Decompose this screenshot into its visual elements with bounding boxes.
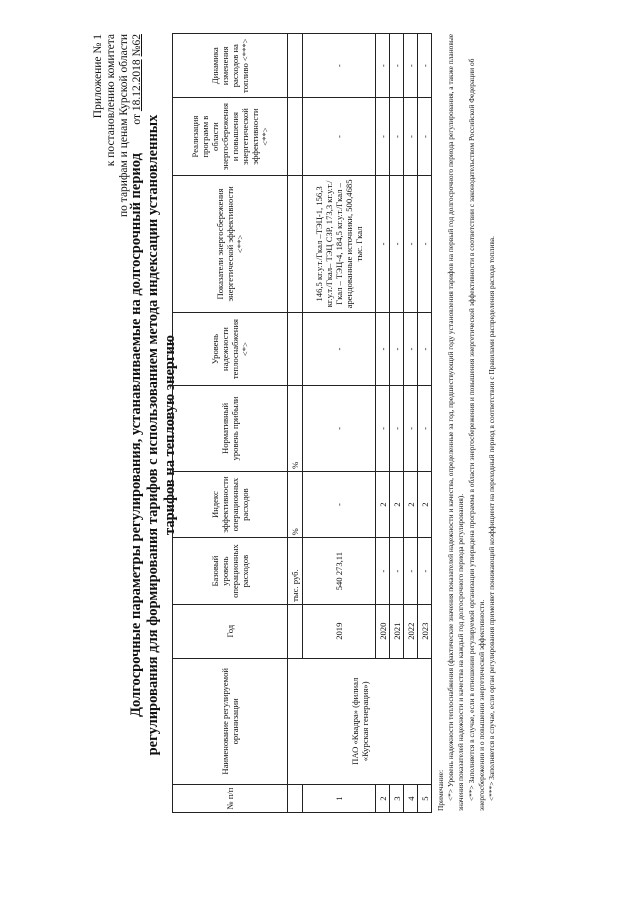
- decree-number: №62: [131, 34, 143, 57]
- header-cell: Показатели энергосбережения энергетической эффективности <**>: [173, 175, 288, 312]
- header-cell: Наименование регулируемой организации: [173, 658, 288, 785]
- row-number: 1: [303, 785, 376, 813]
- header-cell: Год: [173, 604, 288, 658]
- notes-block: [436, 11, 497, 811]
- year-cell: 2021: [390, 604, 404, 658]
- program-cell: -: [404, 98, 418, 175]
- row-number: 4: [404, 785, 418, 813]
- header-cell: Индекс эффективности операционных расходов: [173, 471, 288, 538]
- year-cell: 2020: [376, 604, 390, 658]
- reliability-cell: -: [303, 313, 376, 386]
- year-cell: 2019: [303, 604, 376, 658]
- date-prefix: от: [131, 113, 143, 125]
- header-line-2: по тарифам и ценам Курской области: [118, 34, 130, 217]
- header-cell: № п/п: [173, 785, 288, 813]
- energy-cell: -: [376, 175, 390, 312]
- program-cell: -: [376, 98, 390, 175]
- program-cell: -: [390, 98, 404, 175]
- unit-cell: [288, 175, 303, 312]
- reliability-cell: -: [376, 313, 390, 386]
- profit-cell: -: [303, 386, 376, 472]
- annex-label: Приложение № 1: [92, 34, 104, 119]
- program-cell: -: [418, 98, 432, 175]
- fuel-cell: -: [404, 34, 418, 98]
- unit-cell: тыс. руб.: [288, 538, 303, 605]
- notes-label: Примечание:: [436, 769, 445, 811]
- profit-cell: -: [404, 386, 418, 472]
- base-cell: -: [376, 538, 390, 605]
- profit-cell: -: [418, 386, 432, 472]
- year-cell: 2022: [404, 604, 418, 658]
- reliability-cell: -: [418, 313, 432, 386]
- header-cell: Нормативный уровень прибыли: [173, 386, 288, 472]
- index-cell: -: [303, 471, 376, 538]
- row-number: 2: [376, 785, 390, 813]
- fuel-cell: -: [376, 34, 390, 98]
- unit-cell: [288, 98, 303, 175]
- unit-cell: [288, 604, 303, 658]
- decree-date: 18.12.2018: [131, 59, 143, 112]
- profit-cell: -: [390, 386, 404, 472]
- note-item: <*> Уровень надежности теплоснабжения (фактические значения показателей надежности и качества, определенные за год, предшествующий году установления тарифов на первый год долгосрочного периода регулирования, а также плановые значения показателей надежности и качества на каждый год долгосрочного периода регулирования).: [446, 33, 466, 811]
- base-cell: -: [418, 538, 432, 605]
- parameters-table: [172, 33, 432, 813]
- row-number: 5: [418, 785, 432, 813]
- fuel-cell: -: [303, 34, 376, 98]
- fuel-cell: -: [418, 34, 432, 98]
- unit-cell: [288, 34, 303, 98]
- profit-cell: -: [376, 386, 390, 472]
- unit-cell: %: [288, 471, 303, 538]
- header-cell: Базовый уровень операционных расходов: [173, 538, 288, 605]
- document-title: Долгосрочные параметры регулирования, устанавливаемые на долгосрочный период регулирования для формирования тарифов с использованием метода индексации установленных тарифов на тепловую энергию: [128, 114, 178, 756]
- unit-cell: [288, 785, 303, 813]
- note-item: <**> Заполняется в случае, если в отношении регулируемой организации утверждена программа в области энергосбережения и повышения энергетической эффективности в соответствии с законодательством Российской Федерации об энергосбережении и о повышении энергетической эффективности.: [466, 58, 486, 811]
- energy-cell: -: [418, 175, 432, 312]
- energy-cell: -: [404, 175, 418, 312]
- unit-cell: [288, 313, 303, 386]
- base-cell: -: [404, 538, 418, 605]
- index-cell: 2: [418, 471, 432, 538]
- header-cell: Реализация программ в области энергосбережения и повышения энергетической эффективности <**>: [173, 98, 288, 175]
- header-line-1: к постановлению комитета: [105, 34, 117, 167]
- index-cell: 2: [404, 471, 418, 538]
- reliability-cell: -: [404, 313, 418, 386]
- org-name-cell: ПАО «Квадра» (филиал «Курская генерация»): [288, 658, 432, 785]
- energy-cell: -: [390, 175, 404, 312]
- header-cell: Динамика изменения расходов на топливо <***>: [173, 34, 288, 98]
- base-cell: 540 273,11: [303, 538, 376, 605]
- unit-cell: %: [288, 386, 303, 472]
- units-row: [288, 34, 303, 813]
- index-cell: 2: [376, 471, 390, 538]
- year-cell: 2023: [418, 604, 432, 658]
- table-header-row: [173, 34, 288, 813]
- row-number: 3: [390, 785, 404, 813]
- base-cell: -: [390, 538, 404, 605]
- index-cell: 2: [390, 471, 404, 538]
- energy-cell: 146,5 кг.у.т./Гкал –ТЭЦ-1, 156,3 кг.у.т./Гкал– ТЭЦ СЗР, 173,3 кг.у.т./Гкал – ТЭЦ-4, 184,5 кг.у.т./Гкал – арендованные источники, 500,4685 тыс. Гкал: [303, 175, 376, 312]
- header-cell: Уровень надежности теплоснабжения <*>: [173, 313, 288, 386]
- note-item: <***> Заполняется в случае, если орган регулирования применяет понижающий коэффициент на переходный период в соответствии с Правилами распределения расхода топлива.: [487, 236, 497, 801]
- fuel-cell: -: [390, 34, 404, 98]
- program-cell: -: [303, 98, 376, 175]
- reliability-cell: -: [390, 313, 404, 386]
